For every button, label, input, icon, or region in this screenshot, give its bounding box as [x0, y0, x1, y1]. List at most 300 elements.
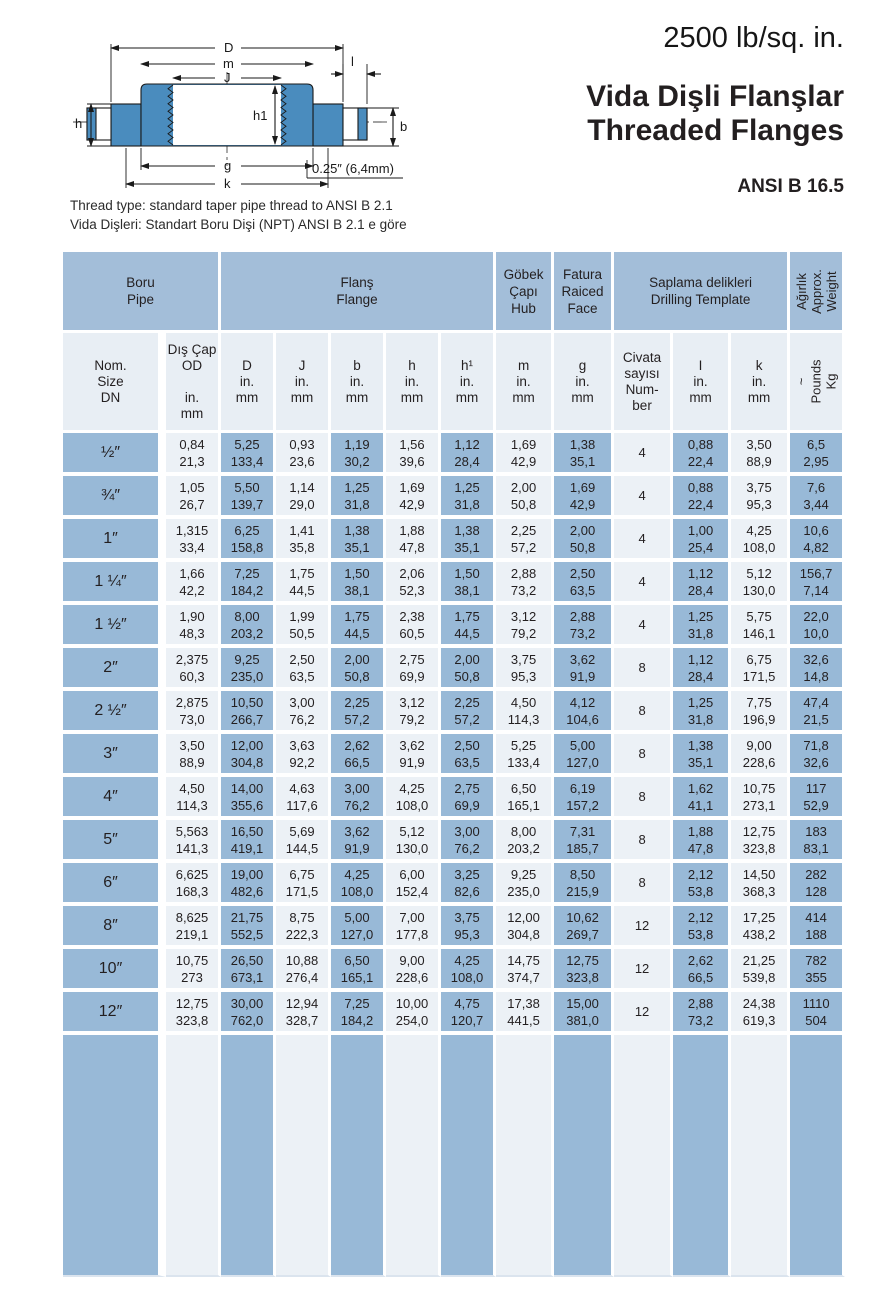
cell-line: 117: [805, 780, 827, 796]
cell-line: 22,4: [687, 496, 714, 512]
cell-line: 69,9: [454, 797, 480, 813]
cell-line: J: [298, 357, 306, 373]
cell-line: 127,0: [340, 926, 374, 942]
value-cell: [331, 691, 386, 734]
cell-line: 196,9: [742, 711, 776, 727]
cell-line: 139,7: [230, 496, 264, 512]
cell-line: 228,6: [395, 969, 429, 985]
filler-cell: [63, 1035, 166, 1277]
value-cell: [276, 476, 331, 519]
cell-line: Çapı: [509, 283, 538, 299]
cell-line: DN: [100, 389, 121, 405]
cell-line: 3,50: [179, 737, 205, 753]
value-cell: [221, 648, 276, 691]
cell-line: 6,625: [175, 866, 209, 882]
value-cell: [331, 777, 386, 820]
table-row: [63, 777, 845, 820]
cell-line: 5,25: [510, 737, 537, 753]
value-cell: [276, 433, 331, 476]
cell-line: 91,9: [399, 754, 425, 770]
cell-line: 254,0: [395, 1012, 429, 1028]
cell-line: mm: [512, 389, 535, 405]
cell-line: 2,62: [344, 737, 370, 753]
cell-line: 15,00: [566, 995, 599, 1011]
value-cell: [614, 519, 673, 562]
cell-line: 10,6: [803, 522, 829, 538]
cell-line: 88,9: [179, 754, 205, 770]
cell-line: 6,75: [289, 866, 315, 882]
value-cell: [790, 691, 845, 734]
cell-line: 144,5: [285, 840, 319, 856]
value-cell: [790, 777, 845, 820]
cell-line: 17,25: [742, 909, 776, 925]
cell-line: 104,6: [566, 711, 599, 727]
cell-line: 30,2: [344, 453, 370, 469]
value-cell: [731, 605, 790, 648]
cell-line: 130,0: [395, 840, 429, 856]
cell-line: 7,75: [746, 694, 772, 710]
cell-line: 1,12: [454, 436, 480, 452]
group-header-cell: [790, 252, 845, 333]
value-cell: [731, 777, 790, 820]
cell-line: 381,0: [566, 1012, 599, 1028]
value-cell: [386, 476, 441, 519]
cell-line: 10,75: [742, 780, 776, 796]
cell-line: 82,6: [454, 883, 480, 899]
value-cell: [614, 433, 673, 476]
value-cell: [386, 648, 441, 691]
cell-line: 3,62: [399, 737, 425, 753]
filler-cell: [276, 1035, 331, 1277]
value-cell: [276, 777, 331, 820]
value-cell: [331, 648, 386, 691]
cell-line: 276,4: [285, 969, 319, 985]
table-row: [63, 648, 845, 691]
cell-line: 14,75: [507, 952, 540, 968]
filler-cell: [673, 1035, 731, 1277]
value-cell: [673, 562, 731, 605]
cell-line: 108,0: [395, 797, 429, 813]
cell-line: 5,563: [175, 823, 209, 839]
value-cell: [221, 519, 276, 562]
table-row: [63, 433, 845, 476]
value-cell: [790, 605, 845, 648]
group-header-cell: [221, 252, 496, 333]
value-cell: [731, 648, 790, 691]
cell-line: 95,3: [454, 926, 480, 942]
cell-line: [166, 374, 218, 390]
value-cell: [331, 519, 386, 562]
column-header-text: [794, 359, 839, 403]
cell-line: 19,00: [230, 866, 264, 882]
cell-line: 114,3: [507, 711, 540, 727]
cell-line: 1,14: [289, 479, 315, 495]
cell-line: 5,25: [234, 436, 260, 452]
cell-line: 273,1: [742, 797, 776, 813]
cell-line: 5,00: [569, 737, 596, 753]
cell-line: 2,12: [687, 866, 714, 882]
value-cell: [166, 562, 221, 605]
cell-line: 1,62: [687, 780, 714, 796]
cell-line: Hub: [511, 300, 536, 316]
value-cell: [441, 433, 496, 476]
cell-line: 3,00: [454, 823, 480, 839]
cell-line: 504: [805, 1012, 827, 1028]
cell-line: 108,0: [742, 539, 776, 555]
cell-line: mm: [747, 389, 771, 405]
cell-line: 2,25: [510, 522, 537, 538]
cell-line: 6,5: [807, 436, 826, 452]
cell-line: I: [698, 357, 703, 373]
value-cell: [554, 949, 614, 992]
cell-line: 12,94: [285, 995, 319, 1011]
size-cell: 12″: [63, 992, 166, 1035]
table-row: [63, 519, 845, 562]
cell-line: 1,38: [687, 737, 714, 753]
cell-line: 323,8: [566, 969, 599, 985]
cell-line: 1,50: [344, 565, 370, 581]
cell-line: 2,88: [687, 995, 714, 1011]
cell-line: 2,75: [399, 651, 425, 667]
thread-note-tr: Vida Dişleri: Standart Boru Dişi (NPT) ANSI B 2.1 e göre: [70, 217, 407, 232]
cell-line: Face: [567, 300, 598, 316]
value-cell: [441, 605, 496, 648]
cell-line: 48,3: [179, 625, 205, 641]
value-cell: [790, 820, 845, 863]
value-cell: [673, 605, 731, 648]
value-cell: [441, 691, 496, 734]
value-cell: [331, 820, 386, 863]
value-cell: [554, 691, 614, 734]
cell-line: 203,2: [230, 625, 264, 641]
value-cell: [331, 562, 386, 605]
value-cell: [166, 906, 221, 949]
value-cell: [386, 605, 441, 648]
flange-table: [63, 252, 845, 1277]
value-cell: [386, 562, 441, 605]
value-cell: [496, 992, 554, 1035]
cell-line: 26,7: [179, 496, 205, 512]
cell-line: 0,88: [687, 436, 714, 452]
cell-line: 128: [805, 883, 827, 899]
value-cell: [221, 433, 276, 476]
column-header-cell: [496, 333, 554, 433]
cell-line: 2,25: [344, 694, 370, 710]
cell-line: 0,88: [687, 479, 714, 495]
cell-line: 2,38: [399, 608, 425, 624]
filler-cell: [614, 1035, 673, 1277]
cell-line: 28,4: [454, 453, 480, 469]
value-cell: [614, 906, 673, 949]
cell-line: 7,25: [234, 565, 260, 581]
cell-line: 3,63: [289, 737, 315, 753]
size-cell: 10″: [63, 949, 166, 992]
filler-cell: [166, 1035, 221, 1277]
value-cell: [673, 691, 731, 734]
cell-line: 235,0: [230, 668, 264, 684]
value-cell: [221, 949, 276, 992]
cell-line: 4,25: [746, 522, 772, 538]
cell-line: 66,5: [687, 969, 714, 985]
cell-line: 441,5: [507, 1012, 540, 1028]
value-cell: [554, 476, 614, 519]
cell-line: 5,12: [399, 823, 425, 839]
cell-line: 222,3: [285, 926, 319, 942]
cell-line: 4,25: [399, 780, 425, 796]
cell-line: 47,8: [399, 539, 425, 555]
value-cell: [614, 949, 673, 992]
value-cell: [554, 519, 614, 562]
cell-line: mm: [180, 405, 204, 421]
size-cell: ½″: [63, 433, 166, 476]
cell-line: 1,88: [399, 522, 425, 538]
value-cell: [221, 906, 276, 949]
cell-line: 14,00: [230, 780, 264, 796]
cell-line: 95,3: [746, 496, 772, 512]
cell-line: 44,5: [454, 625, 480, 641]
value-cell: [673, 906, 731, 949]
cell-line: 552,5: [230, 926, 264, 942]
cell-line: 22,0: [803, 608, 829, 624]
value-cell: [673, 992, 731, 1035]
cell-line: 23,6: [289, 453, 315, 469]
value-cell: [554, 992, 614, 1035]
value-cell: [221, 476, 276, 519]
cell-line: 108,0: [340, 883, 374, 899]
cell-line: 304,8: [507, 926, 540, 942]
cell-line: 42,9: [510, 453, 537, 469]
cell-line: 91,9: [569, 668, 596, 684]
column-header-cell: [554, 333, 614, 433]
column-header-cell: [673, 333, 731, 433]
cell-line: 1,38: [569, 436, 596, 452]
cell-line: Göbek: [503, 266, 544, 282]
value-cell: [673, 476, 731, 519]
size-cell: 3″: [63, 734, 166, 777]
cell-line: 3,62: [344, 823, 370, 839]
cell-line: 108,0: [450, 969, 484, 985]
cell-line: mm: [345, 389, 369, 405]
value-cell: [673, 648, 731, 691]
cell-line: 185,7: [566, 840, 599, 856]
cell-line: 42,9: [569, 496, 596, 512]
group-header-cell: [63, 252, 221, 333]
cell-line: 1,25: [454, 479, 480, 495]
cell-line: 73,2: [510, 582, 537, 598]
cell-line: 1,75: [454, 608, 480, 624]
cell-line: 50,8: [344, 668, 370, 684]
cell-line: 2,06: [399, 565, 425, 581]
cell-line: in.: [184, 389, 200, 405]
cell-line: 33,4: [179, 539, 205, 555]
cell-line: 26,50: [230, 952, 264, 968]
cell-line: 228,6: [742, 754, 776, 770]
value-cell: [276, 648, 331, 691]
cell-line: 83,1: [803, 840, 829, 856]
cell-line: mm: [400, 389, 424, 405]
size-cell: 8″: [63, 906, 166, 949]
cell-line: 323,8: [175, 1012, 209, 1028]
cell-line: 53,8: [687, 883, 714, 899]
size-cell: 5″: [63, 820, 166, 863]
value-cell: [790, 734, 845, 777]
value-cell: [496, 433, 554, 476]
cell-line: 91,9: [344, 840, 370, 856]
cell-line: 2,00: [510, 479, 537, 495]
cell-line: 31,8: [454, 496, 480, 512]
cell-line: 44,5: [289, 582, 315, 598]
value-cell: [673, 863, 731, 906]
cell-line: 266,7: [230, 711, 264, 727]
cell-line: 6,50: [344, 952, 370, 968]
value-cell: [731, 476, 790, 519]
cell-line: Ağırlık: [793, 272, 809, 310]
cell-line: 184,2: [340, 1012, 374, 1028]
cell-line: 2,50: [454, 737, 480, 753]
cell-line: 10,0: [803, 625, 829, 641]
cell-line: 2,88: [569, 608, 596, 624]
cell-line: 8,00: [510, 823, 537, 839]
cell-line: in.: [294, 373, 310, 389]
cell-line: b: [353, 357, 361, 373]
cell-line: 73,2: [569, 625, 596, 641]
value-cell: [276, 562, 331, 605]
value-cell: [441, 476, 496, 519]
cell-line: 21,25: [742, 952, 776, 968]
cell-line: 323,8: [742, 840, 776, 856]
column-header-cell: [441, 333, 496, 433]
value-cell: [790, 476, 845, 519]
table-row: [63, 949, 845, 992]
cell-line: 4,50: [510, 694, 537, 710]
cell-line: Flanş: [340, 275, 374, 290]
cell-line: 4: [638, 445, 646, 460]
size-cell: 1 ½″: [63, 605, 166, 648]
value-cell: [790, 519, 845, 562]
cell-line: 1,25: [344, 479, 370, 495]
cell-line: ~: [793, 377, 809, 386]
table-subheader-row: [63, 333, 845, 433]
value-cell: [386, 820, 441, 863]
table-group-row: [63, 252, 845, 333]
value-cell: [554, 863, 614, 906]
standard-reference: ANSI B 16.5: [737, 176, 844, 197]
cell-line: 32,6: [803, 754, 829, 770]
cell-line: 79,2: [510, 625, 537, 641]
cell-line: 8: [638, 875, 646, 890]
value-cell: [386, 433, 441, 476]
cell-line: 165,1: [340, 969, 374, 985]
cell-line: 1,12: [687, 651, 714, 667]
dim-label-m: m: [223, 56, 234, 71]
thread-note-en: Thread type: standard taper pipe thread to ANSI B 2.1: [70, 198, 393, 213]
value-cell: [496, 519, 554, 562]
value-cell: [554, 562, 614, 605]
value-cell: [673, 433, 731, 476]
value-cell: [441, 519, 496, 562]
cell-line: 76,2: [344, 797, 370, 813]
cell-line: 8,75: [289, 909, 315, 925]
value-cell: [554, 605, 614, 648]
cell-line: 12: [634, 1004, 650, 1019]
cell-line: 50,8: [454, 668, 480, 684]
dim-label-h1: h1: [253, 108, 268, 123]
value-cell: [790, 648, 845, 691]
cell-line: 53,8: [687, 926, 714, 942]
cell-line: 50,8: [510, 496, 537, 512]
value-cell: [276, 949, 331, 992]
cell-line: 1,19: [344, 436, 370, 452]
column-header-cell: [166, 333, 221, 433]
value-cell: [221, 605, 276, 648]
cell-line: 1,75: [289, 565, 315, 581]
cell-line: D: [242, 357, 252, 373]
value-cell: [441, 906, 496, 949]
cell-line: Saplama delikleri: [649, 275, 752, 290]
group-header-text: [794, 269, 839, 314]
size-cell: 2 ½″: [63, 691, 166, 734]
cell-line: 12,75: [566, 952, 599, 968]
cell-line: 39,6: [399, 453, 425, 469]
table-row: [63, 906, 845, 949]
cell-line: 57,2: [454, 711, 480, 727]
value-cell: [554, 648, 614, 691]
cell-line: 5,75: [746, 608, 772, 624]
cell-line: 1,00: [687, 522, 714, 538]
cell-line: 9,00: [746, 737, 772, 753]
cell-line: 35,1: [569, 453, 596, 469]
filler-cell: [790, 1035, 845, 1277]
cell-line: 12,00: [230, 737, 264, 753]
cell-line: 73,2: [687, 1012, 714, 1028]
filler-cell: [731, 1035, 790, 1277]
cell-line: 1,05: [179, 479, 205, 495]
cell-line: 6,50: [510, 780, 537, 796]
page-title-en: Threaded Flanges: [587, 114, 844, 147]
cell-line: mm: [455, 389, 479, 405]
value-cell: [221, 562, 276, 605]
cell-line: 8,625: [175, 909, 209, 925]
value-cell: [614, 691, 673, 734]
value-cell: [496, 691, 554, 734]
cell-line: 25,4: [687, 539, 714, 555]
cell-line: 4: [638, 574, 646, 589]
column-header-cell: [63, 333, 166, 433]
cell-line: 17,38: [507, 995, 540, 1011]
cell-line: 2,00: [344, 651, 370, 667]
cell-line: 355,6: [230, 797, 264, 813]
cell-line: 16,50: [230, 823, 264, 839]
cell-line: in.: [516, 373, 531, 389]
cell-line: 2,25: [454, 694, 480, 710]
cell-line: 42,2: [179, 582, 205, 598]
filler-cell: [386, 1035, 441, 1277]
value-cell: [166, 519, 221, 562]
value-cell: [731, 519, 790, 562]
cell-line: 1,88: [687, 823, 714, 839]
table-row: [63, 476, 845, 519]
cell-line: 0,84: [179, 436, 205, 452]
cell-line: 7,6: [807, 479, 826, 495]
value-cell: [731, 863, 790, 906]
cell-line: 12: [634, 918, 650, 933]
cell-line: mm: [235, 389, 259, 405]
value-cell: [386, 777, 441, 820]
cell-line: in.: [751, 373, 767, 389]
cell-line: 38,1: [454, 582, 480, 598]
value-cell: [673, 820, 731, 863]
cell-line: 10,50: [230, 694, 264, 710]
